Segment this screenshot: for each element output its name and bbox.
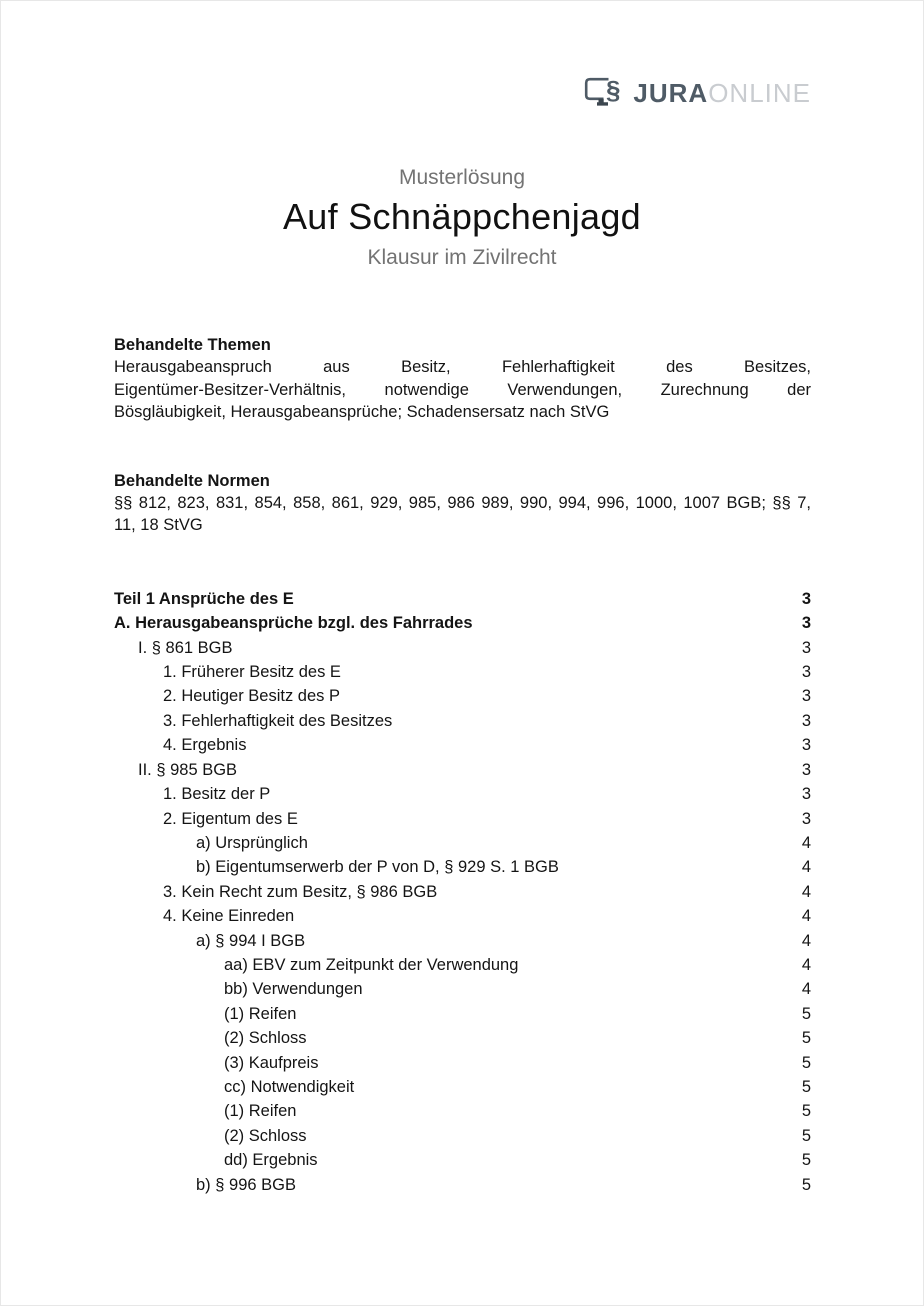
- toc-entry-label: 3. Fehlerhaftigkeit des Besitzes: [163, 711, 393, 730]
- toc-entry-label: b) Eigentumserwerb der P von D, § 929 S. 1 BGB: [196, 858, 559, 877]
- document-kicker: Musterlösung: [398, 166, 526, 189]
- themes-line: Herausgabeanspruch aus Besitz, Fehlerhaftigkeit des Besitzes,: [114, 358, 811, 377]
- toc-row: [114, 1148, 811, 1172]
- norms-line: 11, 18 StVG: [114, 516, 203, 535]
- toc-entry-label: II. § 985 BGB: [138, 760, 238, 779]
- toc-row: [114, 953, 811, 977]
- toc-page-number: 4: [801, 858, 811, 877]
- logo-text-jura: JURA: [633, 77, 709, 108]
- toc-page-number: 3: [801, 663, 811, 682]
- toc-row: [114, 855, 811, 879]
- toc-page-number: 5: [801, 1151, 811, 1170]
- toc-page-number: 3: [801, 589, 811, 608]
- toc-entry-label: 4. Ergebnis: [163, 736, 247, 755]
- toc-row: [114, 1124, 811, 1148]
- toc-row: [114, 807, 811, 831]
- svg-text:§: §: [606, 77, 621, 105]
- toc-entry-label: 2. Heutiger Besitz des P: [163, 687, 341, 706]
- toc-page-number: 4: [801, 907, 811, 926]
- themes-line: Bösgläubigkeit, Herausgabeansprüche; Schadensersatz nach StVG: [114, 403, 610, 422]
- toc-page-number: 5: [801, 1126, 811, 1145]
- toc-page-number: 4: [801, 955, 811, 974]
- toc-page-number: 5: [801, 1175, 811, 1194]
- toc-page-number: 3: [801, 614, 811, 633]
- toc-row: [114, 1099, 811, 1123]
- themes-section: [114, 334, 811, 424]
- norms-heading: Behandelte Normen: [114, 471, 270, 490]
- toc-row: [114, 1002, 811, 1026]
- jura-online-logo: [584, 77, 811, 109]
- toc-entry-label: b) § 996 BGB: [196, 1175, 296, 1194]
- toc-entry-label: bb) Verwendungen: [224, 980, 363, 999]
- toc-entry-label: (2) Schloss: [224, 1029, 307, 1048]
- toc-page-number: 3: [801, 687, 811, 706]
- toc-row: [114, 611, 811, 635]
- toc-row: [114, 660, 811, 684]
- toc-entry-label: a) Ursprünglich: [196, 833, 308, 852]
- toc-row: [114, 1173, 811, 1197]
- page-content: [1, 334, 923, 1197]
- toc-entry-label: dd) Ergebnis: [224, 1151, 318, 1170]
- toc-page-number: 3: [801, 736, 811, 755]
- document-subtitle: Klausur im Zivilrecht: [367, 246, 557, 269]
- toc-row: [114, 758, 811, 782]
- toc-row: [114, 880, 811, 904]
- themes-heading: Behandelte Themen: [114, 336, 271, 354]
- toc-entry-label: aa) EBV zum Zeitpunkt der Verwendung: [224, 955, 519, 974]
- norms-line: §§ 812, 823, 831, 854, 858, 861, 929, 985, 986 989, 990, 994, 996, 1000, 1007 BGB; §§ 7,: [114, 494, 811, 513]
- toc-page-number: 4: [801, 980, 811, 999]
- toc-entry-label: 2. Eigentum des E: [163, 809, 298, 828]
- logo-wordmark: [633, 78, 811, 109]
- norms-section: [114, 470, 811, 537]
- monitor-paragraph-icon: [584, 77, 624, 109]
- toc-row: [114, 904, 811, 928]
- toc-row: [114, 684, 811, 708]
- toc-page-number: 3: [801, 785, 811, 804]
- logo-text-online: ONLINE: [708, 77, 811, 108]
- toc-page-number: 5: [801, 1102, 811, 1121]
- toc-page-number: 5: [801, 1077, 811, 1096]
- toc-entry-label: A. Herausgabeansprüche bzgl. des Fahrrades: [114, 614, 473, 633]
- title-block: [1, 164, 923, 272]
- toc-row: [114, 1075, 811, 1099]
- toc-entry-label: (2) Schloss: [224, 1126, 307, 1145]
- header: [1, 1, 923, 109]
- toc-entry-label: 1. Besitz der P: [163, 785, 271, 804]
- table-of-contents: [114, 587, 811, 1197]
- toc-entry-label: cc) Notwendigkeit: [224, 1077, 355, 1096]
- toc-page-number: 5: [801, 1029, 811, 1048]
- toc-entry-label: 4. Keine Einreden: [163, 907, 295, 926]
- toc-page-number: 3: [801, 809, 811, 828]
- toc-entry-label: 3. Kein Recht zum Besitz, § 986 BGB: [163, 882, 438, 901]
- toc-entry-label: (1) Reifen: [224, 1004, 297, 1023]
- toc-row: [114, 636, 811, 660]
- toc-row: [114, 929, 811, 953]
- toc-page-number: 3: [801, 760, 811, 779]
- toc-page-number: 3: [801, 711, 811, 730]
- toc-page-number: 5: [801, 1053, 811, 1072]
- toc-row: [114, 1051, 811, 1075]
- toc-page-number: 4: [801, 931, 811, 950]
- toc-row: [114, 587, 811, 611]
- toc-entry-label: 1. Früherer Besitz des E: [163, 663, 341, 682]
- toc-row: [114, 709, 811, 733]
- toc-page-number: 5: [801, 1004, 811, 1023]
- toc-entry-label: Teil 1 Ansprüche des E: [114, 589, 294, 608]
- toc-row: [114, 831, 811, 855]
- toc-entry-label: (3) Kaufpreis: [224, 1053, 319, 1072]
- toc-row: [114, 782, 811, 806]
- document-title: Auf Schnäppchenjagd: [283, 196, 641, 237]
- toc-entry-label: a) § 994 I BGB: [196, 931, 306, 950]
- toc-page-number: 4: [801, 882, 811, 901]
- toc-entry-label: (1) Reifen: [224, 1102, 297, 1121]
- toc-row: [114, 733, 811, 757]
- toc-page-number: 3: [801, 638, 811, 657]
- toc-row: [114, 1026, 811, 1050]
- toc-page-number: 4: [801, 833, 811, 852]
- toc-row: [114, 977, 811, 1001]
- toc-entry-label: I. § 861 BGB: [138, 638, 233, 657]
- themes-line: Eigentümer-Besitzer-Verhältnis, notwendige Verwendungen, Zurechnung der: [114, 380, 811, 399]
